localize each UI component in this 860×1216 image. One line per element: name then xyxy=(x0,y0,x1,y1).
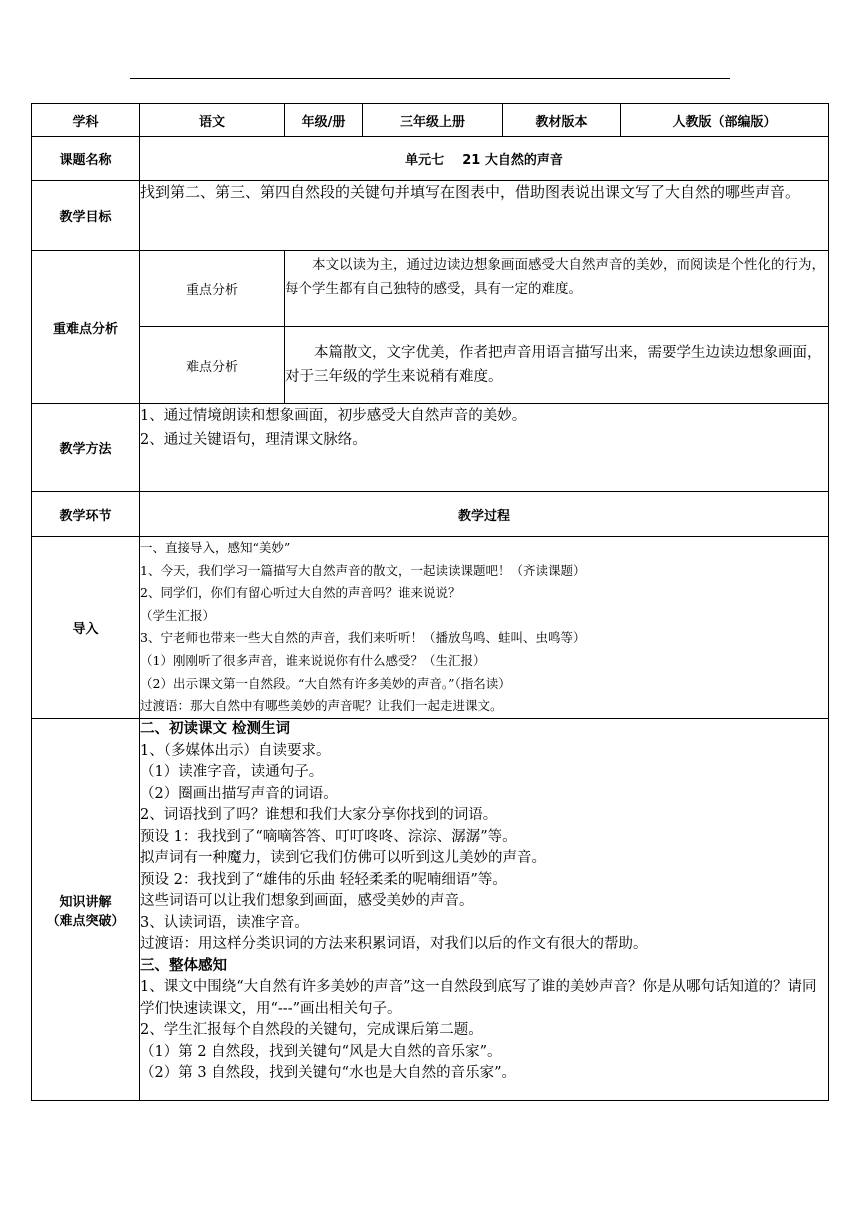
lesson-title: 单元七 21 大自然的声音 xyxy=(140,137,829,181)
header-row xyxy=(32,104,829,137)
intro-label: 导入 xyxy=(32,537,140,719)
process-stage-label: 教学环节 xyxy=(32,492,140,537)
title-row xyxy=(32,137,829,181)
process-header-row xyxy=(32,492,829,537)
knowledge-line: （2）圈画出描写声音的词语。 xyxy=(140,785,338,802)
intro-line: （学生汇报） xyxy=(140,607,216,623)
analysis-label: 重难点分析 xyxy=(32,251,140,404)
goal-text: 找到第二、第三、第四自然段的关键句并填写在图表中，借助图表说出课文写了大自然的哪些声音。 xyxy=(140,181,829,251)
knowledge-label xyxy=(32,719,140,1101)
intro-line: 3、宁老师也带来一些大自然的声音，我们来听听！（播放鸟鸣、蛙叫、虫鸣等） xyxy=(140,630,586,646)
knowledge-row xyxy=(32,719,829,1101)
subject-value: 语文 xyxy=(140,104,285,137)
grade-label: 年级/册 xyxy=(285,104,363,137)
knowledge-line: 这些词语可以让我们想象到画面，感受美妙的声音。 xyxy=(140,893,474,909)
knowledge-content xyxy=(140,719,829,1101)
method-list xyxy=(140,404,829,492)
process-label: 教学过程 xyxy=(140,492,829,537)
intro-line: （2）出示课文第一自然段。“大自然有许多美妙的声音。”（指名读） xyxy=(140,675,511,691)
knowledge-line: 1、（多媒体出示）自读要求。 xyxy=(140,742,331,759)
method-item: 2、通过关键语句，理清课文脉络。 xyxy=(140,432,367,448)
edition-label: 教材版本 xyxy=(503,104,621,137)
knowledge-line: 3、认读词语，读准字音。 xyxy=(140,914,309,931)
knowledge-line: （2）第 3 自然段，找到关键句“水也是大自然的音乐家”。 xyxy=(140,1065,516,1081)
knowledge-line: 2、词语找到了吗？谁想和我们大家分享你找到的词语。 xyxy=(140,807,498,823)
goal-row xyxy=(32,181,829,251)
section-heading: 二、初读课文 检测生词 xyxy=(140,721,291,737)
intro-line: （1）刚刚听了很多声音，谁来说说你有什么感受？（生汇报） xyxy=(140,652,486,668)
key-analysis-label: 重点分析 xyxy=(140,251,285,327)
method-label: 教学方法 xyxy=(32,404,140,492)
method-item: 1、通过情境朗读和想象画面，初步感受大自然声音的美妙。 xyxy=(140,408,527,424)
knowledge-label-line2: （难点突破） xyxy=(46,913,125,929)
knowledge-line: （1）读准字音，读通句子。 xyxy=(140,764,324,780)
section-heading: 三、整体感知 xyxy=(140,957,227,974)
knowledge-line: 1、课文中围绕“大自然有许多美妙的声音”这一自然段到底写了谁的美妙声音？你是从哪句话知道的？请同学们快速读课文，用“---”画出相关句子。 xyxy=(140,979,817,1017)
key-analysis-text: 本文以读为主，通过边读边想象画面感受大自然声音的美妙，而阅读是个性化的行为，每个学生都有自己独特的感受，具有一定的难度。 xyxy=(285,251,829,327)
knowledge-line: 预设 1：我找到了“嘀嘀答答、叮叮咚咚、淙淙、潺潺”等。 xyxy=(140,828,517,845)
grade-value: 三年级上册 xyxy=(363,104,503,137)
goal-label: 教学目标 xyxy=(32,181,140,251)
intro-content xyxy=(140,537,829,719)
intro-row xyxy=(32,537,829,719)
key-analysis-row xyxy=(32,251,829,327)
subject-label: 学科 xyxy=(32,104,140,137)
edition-value: 人教版（部编版） xyxy=(621,104,829,137)
knowledge-label-line1: 知识讲解 xyxy=(59,894,112,910)
difficulty-analysis-row xyxy=(32,327,829,404)
difficulty-analysis-text: 本篇散文，文字优美，作者把声音用语言描写出来，需要学生边读边想象画面，对于三年级的学生来说稍有难度。 xyxy=(285,327,829,404)
knowledge-line: （1）第 2 自然段，找到关键句“风是大自然的音乐家”。 xyxy=(140,1043,502,1060)
title-label: 课题名称 xyxy=(32,137,140,181)
method-row xyxy=(32,404,829,492)
intro-line: 过渡语：那大自然中有哪些美妙的声音呢？让我们一起走进课文。 xyxy=(140,698,503,714)
intro-line: 2、同学们，你们有留心听过大自然的声音吗？谁来说说？ xyxy=(140,585,461,601)
intro-line: 1、今天，我们学习一篇描写大自然声音的散文，一起读读课题吧！（齐读课题） xyxy=(140,562,586,578)
knowledge-line: 过渡语：用这样分类识词的方法来积累词语，对我们以后的作文有很大的帮助。 xyxy=(140,936,648,952)
difficulty-analysis-label: 难点分析 xyxy=(140,327,285,404)
knowledge-line: 2、学生汇报每个自然段的关键句，完成课后第二题。 xyxy=(140,1022,483,1038)
knowledge-line: 预设 2：我找到了“雄伟的乐曲 轻轻柔柔的呢喃细语”等。 xyxy=(140,871,507,888)
header-rule xyxy=(130,78,730,79)
knowledge-line: 拟声词有一种魔力，读到它我们仿佛可以听到这儿美妙的声音。 xyxy=(140,850,546,866)
intro-line: 一、直接导入，感知“美妙” xyxy=(140,540,291,555)
lesson-plan-table xyxy=(31,103,829,1101)
